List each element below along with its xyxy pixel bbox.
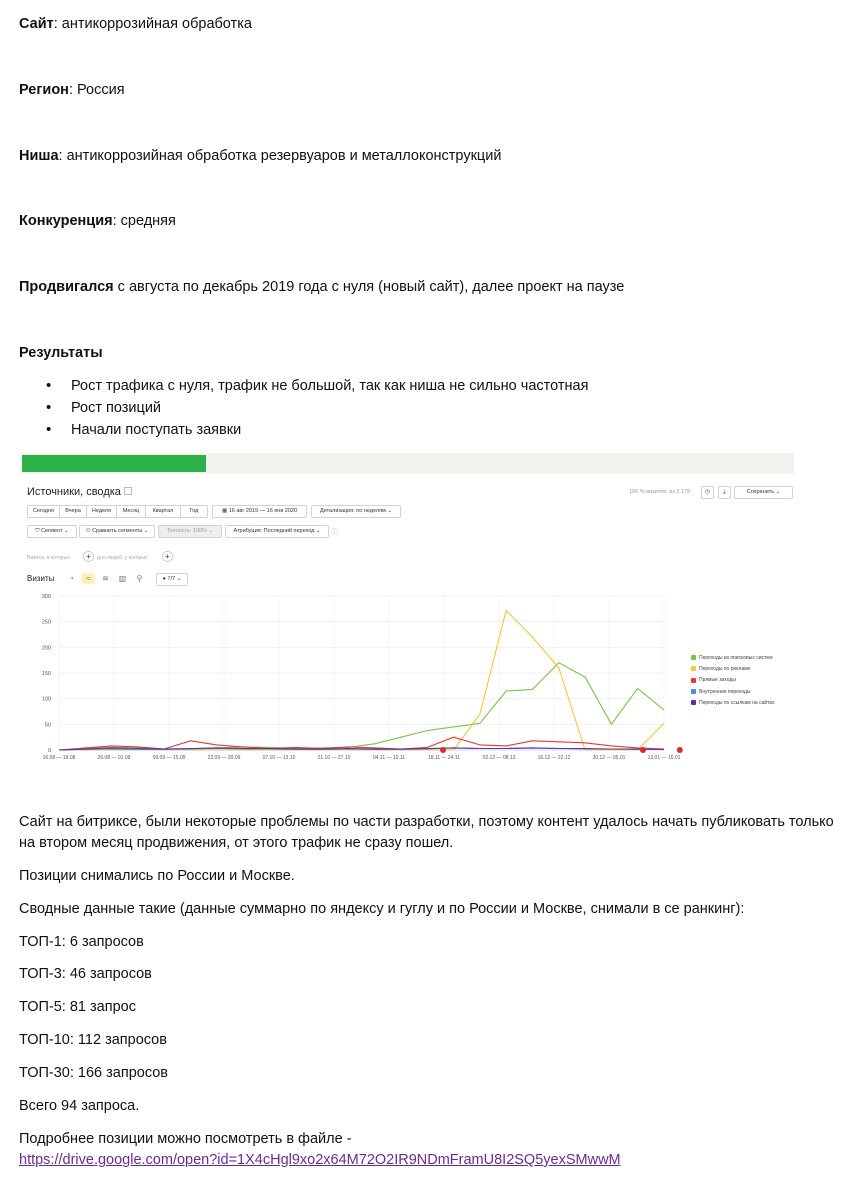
annotation-marker (640, 747, 646, 753)
y-tick-label: 150 (41, 671, 51, 677)
attribution-select[interactable]: Атрибуция: Последний переход ⌄ (225, 525, 329, 538)
detail-text: Детализация: по неделям (320, 508, 386, 514)
body-paragraph-3: Сводные данные такие (данные суммарно по яндексу и гуглу и по России и Москве, снимали в се ранкинг): (19, 901, 745, 917)
people-icon: ⚇ (85, 528, 93, 534)
legend-label: Внутренние переходы (699, 688, 751, 695)
segment-text: Сегмент (41, 528, 63, 534)
legend-swatch (691, 678, 696, 683)
list-item: • Рост трафика с нуля, трафик не большой, так как ниша не сильно частотная (19, 375, 588, 397)
x-tick-label: 07.10 — 13.10 (262, 755, 296, 761)
period-today[interactable]: Сегодня (27, 505, 60, 518)
list-item: • Начали поступать заявки (19, 419, 588, 441)
niche-value: : антикоррозийная обработка резервуаров и металлоконструкций (58, 148, 502, 164)
line-chart (21, 453, 794, 771)
period-year[interactable]: Год (180, 505, 208, 518)
body-paragraph-1a: Сайт на битриксе, были некоторые проблемы по части разработки, поэтому контент удалось начать публиковать только (19, 814, 834, 830)
x-tick-label: 30.12 — 05.01 (592, 755, 626, 761)
top1-line: ТОП-1: 6 запросов (19, 934, 144, 950)
chart-legend (691, 652, 775, 708)
series-line-0 (59, 663, 664, 750)
legend-item-links[interactable] (691, 697, 775, 708)
period-month[interactable]: Месяц (116, 505, 146, 518)
legend-swatch (691, 655, 696, 660)
series-line-1 (59, 610, 664, 750)
x-tick-label: 04.11 — 10.11 (372, 755, 406, 761)
segment-button[interactable]: ⛉ Сегмент ⌄ (27, 525, 77, 538)
y-tick-label: 50 (44, 722, 51, 729)
promo-line (19, 277, 624, 297)
drive-link[interactable]: https://drive.google.com/open?id=1X4cHgl9xo2x64M72O2IR9NDmFramU8I2SQ5yexSMwwM (19, 1152, 621, 1168)
legend-swatch (691, 666, 696, 671)
top30-line: ТОП-30: 166 запросов (19, 1065, 169, 1081)
top10-line: ТОП-10: 112 запросов (19, 1032, 167, 1048)
y-tick-label: 0 (47, 748, 51, 754)
filter-icon: ⛉ (35, 528, 42, 534)
site-value: : антикоррозийная обработка (53, 16, 252, 32)
list-item: • Рост позиций (19, 397, 588, 419)
period-yesterday[interactable]: Вчера (59, 505, 87, 518)
competition-value: : средняя (112, 213, 176, 229)
detail-select[interactable]: Детализация: по неделям ⌄ (311, 505, 401, 518)
legend-item-internal[interactable] (691, 686, 775, 697)
y-tick-label: 300 (41, 594, 51, 600)
area-chart-icon[interactable]: ≋ (102, 574, 109, 583)
legend-label: Переходы по рекламе (699, 665, 751, 672)
report-title-text: Источники, сводка (27, 486, 121, 498)
legend-label: Переходы из поисковых систем (699, 654, 773, 661)
x-tick-label: 26.08 — 01.09 (97, 755, 131, 761)
region-line (19, 80, 125, 100)
x-tick-label: 16.12 — 22.12 (537, 755, 571, 761)
region-value: : Россия (68, 82, 125, 98)
total-line: Всего 94 запроса. (19, 1098, 140, 1114)
more-info-line: Подробнее позиции можно посмотреть в файле - (19, 1131, 352, 1147)
visits-meta: 106 % визитов: из 2 179 (629, 489, 691, 495)
x-tick-label: 02.12 — 08.12 (482, 755, 516, 761)
help-icon[interactable]: ⓘ (331, 529, 338, 536)
promo-label: Продвигался (19, 279, 114, 295)
niche-label: Ниша (19, 148, 59, 164)
palette-icon: ● (162, 576, 168, 582)
promo-value: с августа по декабрь 2019 года с нуля (новый сайт), далее проект на паузе (113, 279, 625, 295)
period-week[interactable]: Неделя (86, 505, 117, 518)
series-count-text: 7/7 (167, 576, 176, 582)
save-label: Сохранить (746, 489, 775, 495)
date-range-text: 16 авг 2019 — 16 янв 2020 (228, 508, 298, 514)
legend-swatch (691, 700, 696, 705)
accuracy-text: Точность: 100% (166, 528, 207, 534)
map-pin-icon[interactable]: ⚲ (136, 574, 143, 583)
legend-item-direct[interactable] (691, 675, 775, 686)
results-title-text: Результаты (19, 345, 103, 361)
x-tick-label: 21.10 — 27.10 (317, 755, 351, 761)
site-line (19, 14, 252, 34)
results-list (19, 375, 588, 441)
bar-chart-icon[interactable]: ▥ (118, 574, 127, 583)
legend-label: Прямые заходы (699, 677, 736, 684)
y-tick-label: 100 (41, 696, 51, 703)
pie-chart-icon[interactable]: ◔ (69, 574, 74, 583)
competition-line (19, 211, 176, 231)
body-paragraph-1b: на втором месяц продвижения, от этого трафик не сразу пошел. (19, 835, 454, 851)
site-label: Сайт (19, 16, 54, 32)
region-label: Регион (19, 82, 69, 98)
filter-hint-visits: Визиты, в которых (27, 555, 70, 561)
period-quarter[interactable]: Квартал (145, 505, 181, 518)
results-title (19, 343, 103, 363)
legend-item-ads[interactable] (691, 663, 775, 674)
compare-segments-button[interactable]: ⚇ Сравнить сегменты ⌄ (79, 525, 155, 538)
top3-line: ТОП-3: 46 запросов (19, 966, 152, 982)
attribution-text: Атрибуция: Последний переход (233, 528, 315, 534)
save-button[interactable]: Сохранить ⌄ (734, 486, 793, 499)
annotation-marker (677, 747, 683, 753)
series-count-select[interactable]: ● 7/7 ⌄ (156, 573, 188, 586)
y-tick-label: 200 (41, 645, 51, 652)
calendar-icon: ▦ (221, 508, 229, 514)
y-tick-label: 250 (41, 619, 51, 626)
line-chart-icon[interactable]: ≈ (82, 573, 95, 584)
legend-label: Переходы по ссылкам на сайтах (699, 699, 775, 706)
x-tick-label: 13.01 — 16.01 (647, 755, 681, 761)
annotation-marker (440, 747, 446, 753)
legend-swatch (691, 689, 696, 694)
add-people-filter-button[interactable]: + (162, 551, 173, 562)
legend-item-search[interactable] (691, 652, 775, 663)
x-tick-label: 18.11 — 24.11 (427, 755, 461, 761)
accuracy-button[interactable]: Точность: 100% ⌄ (158, 525, 222, 538)
add-visit-filter-button[interactable]: + (83, 551, 94, 562)
top5-line: ТОП-5: 81 запрос (19, 999, 136, 1015)
x-tick-label: 23.09 — 29.09 (207, 755, 241, 761)
x-tick-label: 09.09 — 15.09 (152, 755, 186, 761)
niche-line (19, 146, 501, 166)
body-paragraph-2: Позиции снимались по России и Москве. (19, 868, 295, 884)
download-icon[interactable]: ⤓ (718, 486, 731, 499)
clock-icon[interactable]: ◷ (701, 486, 714, 499)
compare-text: Сравнить сегменты (92, 528, 143, 534)
metrics-screenshot (21, 453, 794, 771)
metric-label: Визиты (27, 574, 55, 583)
filter-hint-people: для людей, у которых (97, 555, 148, 561)
competition-label: Конкуренция (19, 213, 113, 229)
x-tick-label: 16.08 — 18.08 (42, 755, 76, 761)
